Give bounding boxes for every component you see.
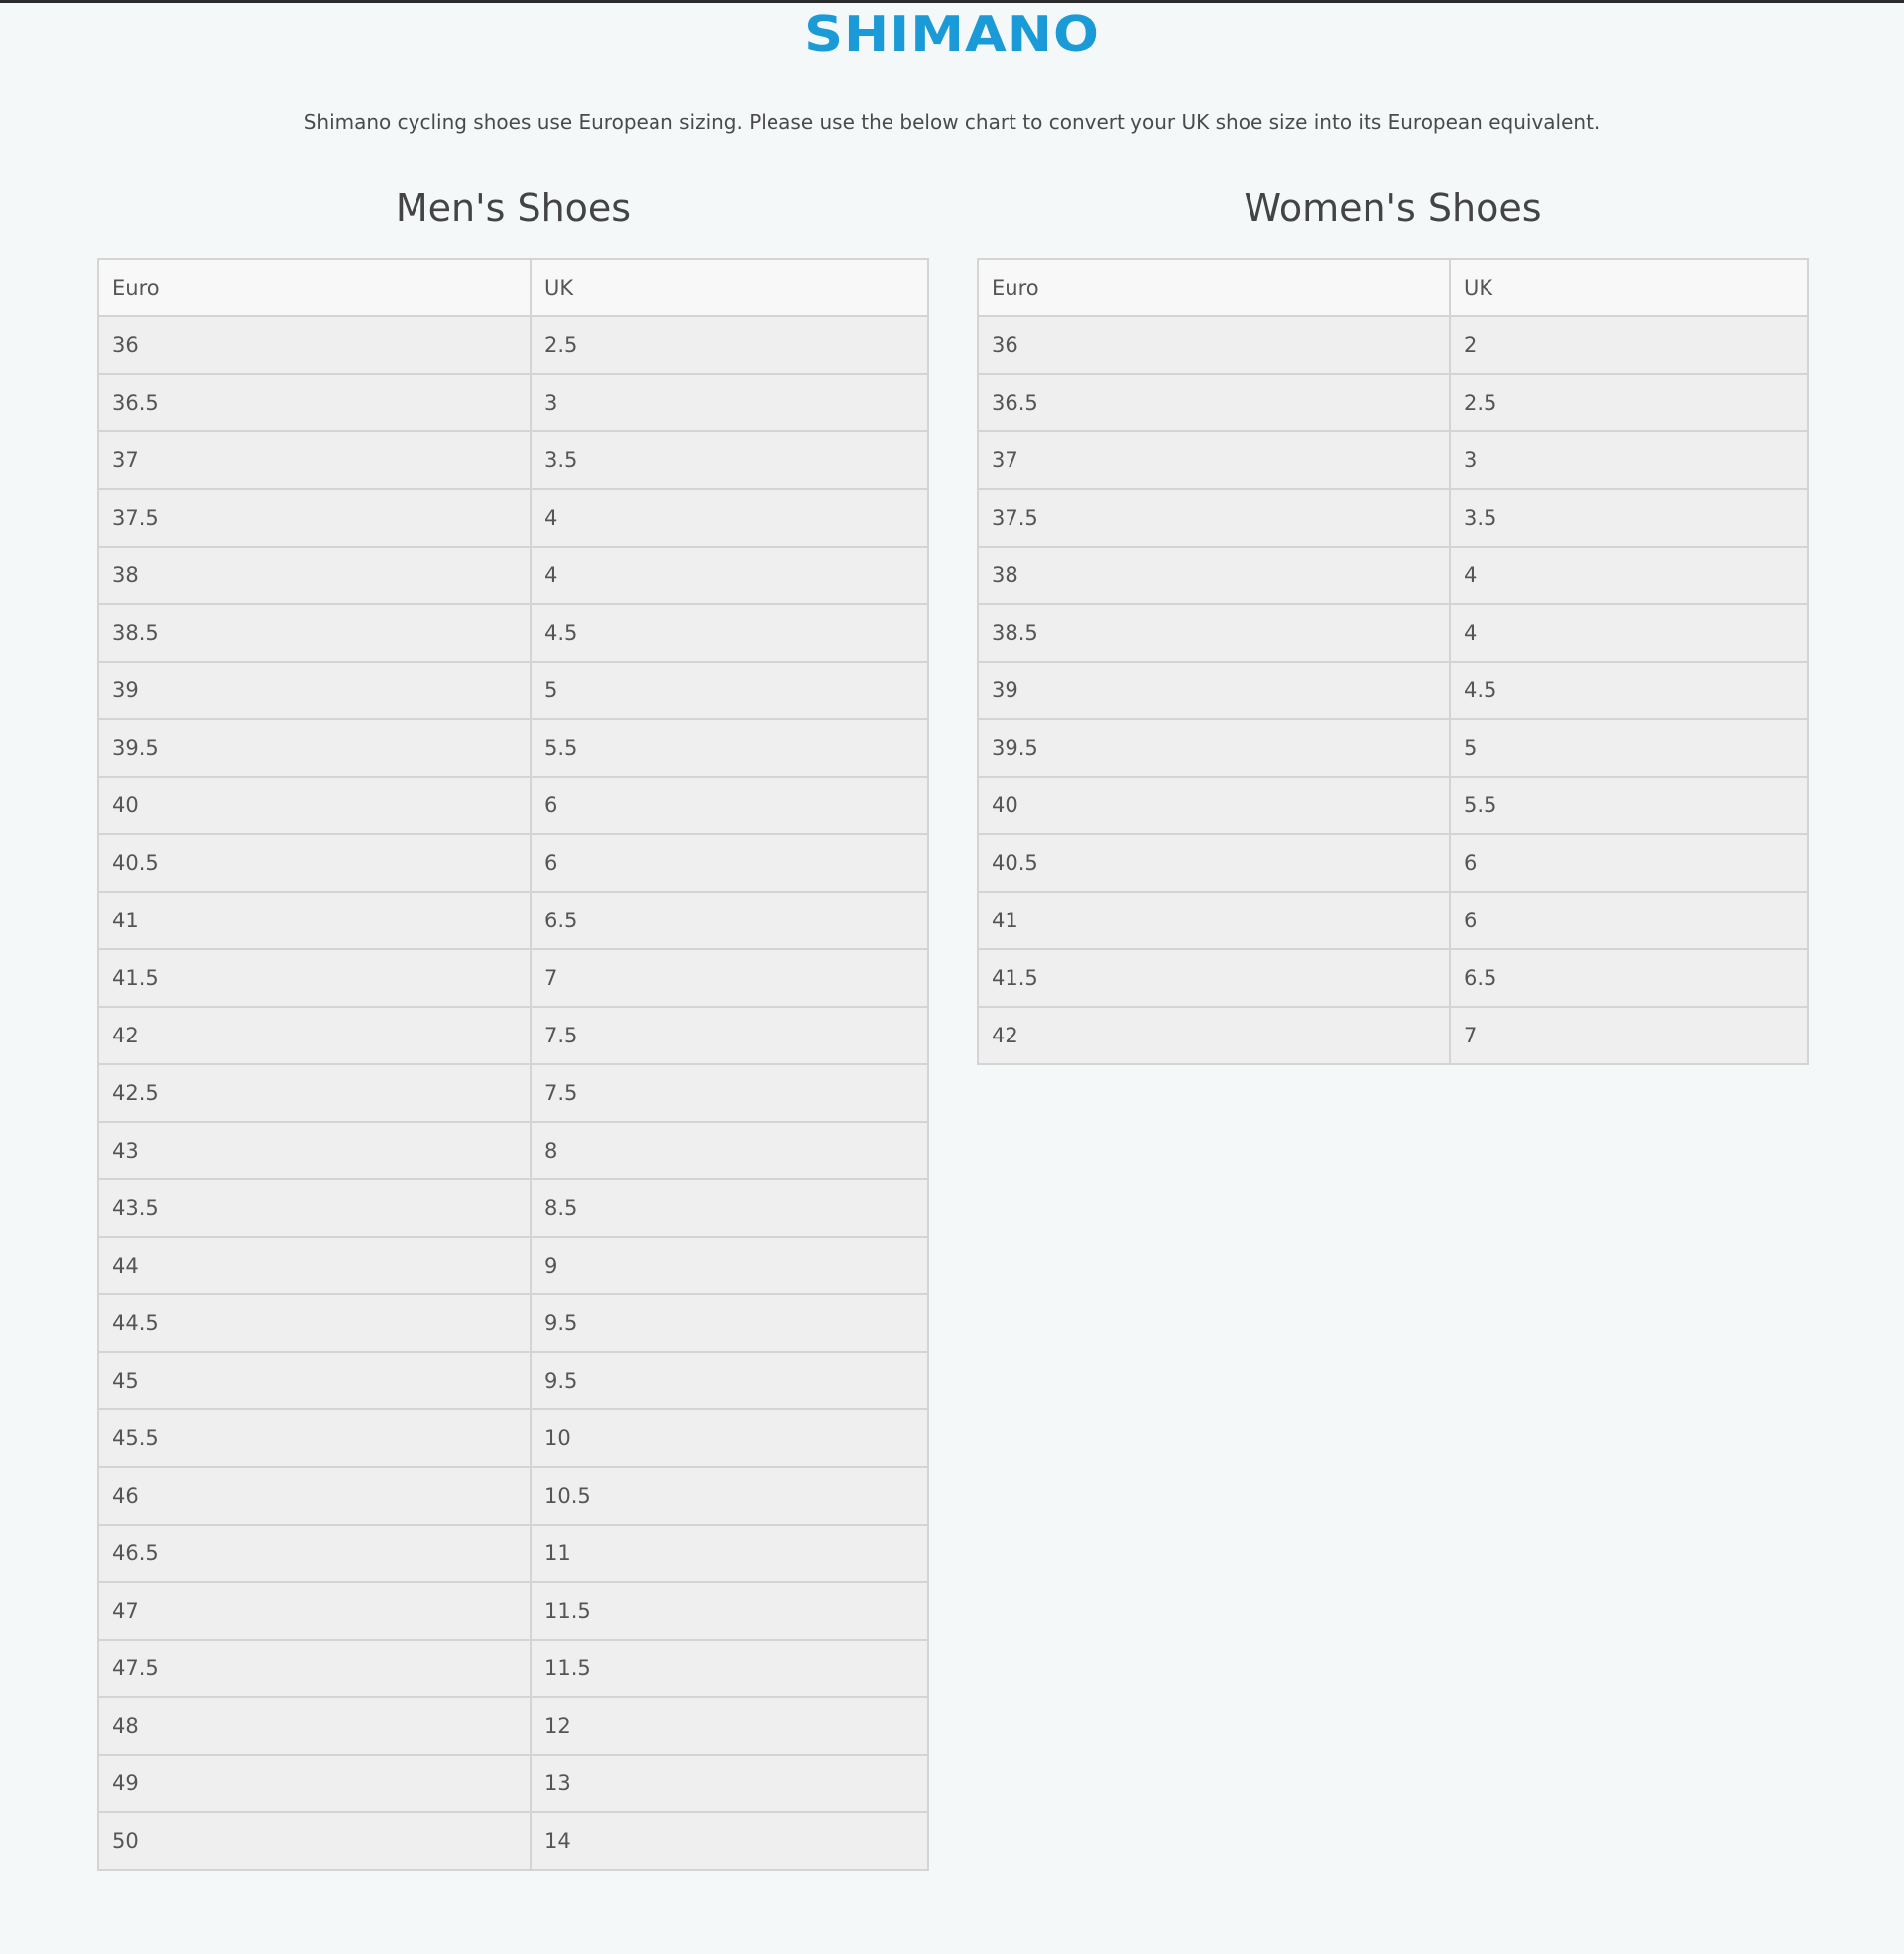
uk-size-cell: 14	[531, 1812, 928, 1870]
womens-size-table	[977, 258, 1809, 1065]
table-row	[98, 777, 928, 834]
table-row	[978, 834, 1808, 892]
uk-size-cell: 7.5	[531, 1007, 928, 1064]
table-row	[98, 1064, 928, 1122]
euro-column-header: Euro	[978, 259, 1450, 316]
uk-size-cell: 10.5	[531, 1467, 928, 1525]
uk-size-cell: 6.5	[1450, 949, 1808, 1007]
uk-size-cell: 5	[531, 662, 928, 719]
euro-size-cell: 39	[978, 662, 1450, 719]
table-row	[98, 1697, 928, 1755]
table-row	[98, 662, 928, 719]
euro-size-cell: 39.5	[978, 719, 1450, 777]
euro-size-cell: 46.5	[98, 1525, 531, 1582]
womens-title: Women's Shoes	[1244, 186, 1542, 230]
intro-text: Shimano cycling shoes use European sizing. Please use the below chart to convert your UK shoe size into its European equivalent.	[303, 110, 1601, 134]
table-header-row	[98, 259, 928, 316]
euro-size-cell: 41	[978, 892, 1450, 949]
shimano-logo[interactable]: SHIMANO	[804, 6, 1100, 62]
table-row	[98, 604, 928, 662]
table-row	[978, 316, 1808, 374]
uk-size-cell: 6	[531, 834, 928, 892]
uk-size-cell: 3.5	[531, 431, 928, 489]
uk-size-cell: 6.5	[531, 892, 928, 949]
euro-size-cell: 37.5	[978, 489, 1450, 547]
euro-size-cell: 41.5	[98, 949, 531, 1007]
euro-size-cell: 37	[98, 431, 531, 489]
uk-size-cell: 6	[1450, 834, 1808, 892]
euro-size-cell: 42	[978, 1007, 1450, 1064]
table-row	[98, 1582, 928, 1640]
euro-size-cell: 36	[978, 316, 1450, 374]
table-row	[98, 1812, 928, 1870]
table-row	[978, 374, 1808, 431]
euro-size-cell: 38.5	[978, 604, 1450, 662]
uk-size-cell: 5.5	[1450, 777, 1808, 834]
table-row	[98, 892, 928, 949]
table-row	[978, 949, 1808, 1007]
uk-size-cell: 11.5	[531, 1582, 928, 1640]
table-row	[978, 662, 1808, 719]
euro-size-cell: 45.5	[98, 1409, 531, 1467]
euro-size-cell: 48	[98, 1697, 531, 1755]
uk-size-cell: 3	[1450, 431, 1808, 489]
table-header-row	[978, 259, 1808, 316]
uk-column-header: UK	[1450, 259, 1808, 316]
table-row	[978, 604, 1808, 662]
uk-size-cell: 8	[531, 1122, 928, 1179]
table-row	[98, 834, 928, 892]
euro-size-cell: 45	[98, 1352, 531, 1409]
euro-size-cell: 43	[98, 1122, 531, 1179]
uk-size-cell: 6	[1450, 892, 1808, 949]
euro-size-cell: 38	[98, 547, 531, 604]
euro-size-cell: 44.5	[98, 1294, 531, 1352]
euro-size-cell: 49	[98, 1755, 531, 1812]
uk-size-cell: 9.5	[531, 1352, 928, 1409]
uk-size-cell: 11.5	[531, 1640, 928, 1697]
euro-size-cell: 41.5	[978, 949, 1450, 1007]
uk-size-cell: 9.5	[531, 1294, 928, 1352]
top-border	[0, 0, 1904, 3]
euro-size-cell: 47.5	[98, 1640, 531, 1697]
euro-size-cell: 36.5	[98, 374, 531, 431]
uk-size-cell: 2.5	[531, 316, 928, 374]
uk-size-cell: 5	[1450, 719, 1808, 777]
table-row	[98, 1409, 928, 1467]
uk-size-cell: 5.5	[531, 719, 928, 777]
uk-column-header: UK	[531, 259, 928, 316]
uk-size-cell: 4	[1450, 604, 1808, 662]
euro-size-cell: 38.5	[98, 604, 531, 662]
table-row	[98, 374, 928, 431]
table-row	[98, 1467, 928, 1525]
euro-size-cell: 43.5	[98, 1179, 531, 1237]
euro-size-cell: 47	[98, 1582, 531, 1640]
uk-size-cell: 6	[531, 777, 928, 834]
table-row	[98, 1525, 928, 1582]
table-row	[978, 431, 1808, 489]
euro-size-cell: 41	[98, 892, 531, 949]
uk-size-cell: 12	[531, 1697, 928, 1755]
uk-size-cell: 10	[531, 1409, 928, 1467]
uk-size-cell: 9	[531, 1237, 928, 1294]
table-row	[98, 1237, 928, 1294]
euro-size-cell: 40	[98, 777, 531, 834]
table-row	[978, 777, 1808, 834]
uk-size-cell: 13	[531, 1755, 928, 1812]
table-row	[98, 431, 928, 489]
table-row	[978, 547, 1808, 604]
euro-column-header: Euro	[98, 259, 531, 316]
euro-size-cell: 38	[978, 547, 1450, 604]
uk-size-cell: 7.5	[531, 1064, 928, 1122]
mens-size-panel	[97, 179, 929, 1871]
table-row	[978, 1007, 1808, 1064]
euro-size-cell: 37	[978, 431, 1450, 489]
euro-size-cell: 36	[98, 316, 531, 374]
euro-size-cell: 40.5	[978, 834, 1450, 892]
euro-size-cell: 46	[98, 1467, 531, 1525]
mens-title: Men's Shoes	[395, 186, 632, 230]
table-row	[98, 1007, 928, 1064]
euro-size-cell: 40	[978, 777, 1450, 834]
uk-size-cell: 2.5	[1450, 374, 1808, 431]
table-row	[98, 547, 928, 604]
uk-size-cell: 4.5	[1450, 662, 1808, 719]
uk-size-cell: 4	[531, 489, 928, 547]
euro-size-cell: 50	[98, 1812, 531, 1870]
table-row	[98, 719, 928, 777]
table-row	[98, 949, 928, 1007]
table-row	[978, 892, 1808, 949]
table-row	[98, 316, 928, 374]
uk-size-cell: 3.5	[1450, 489, 1808, 547]
uk-size-cell: 11	[531, 1525, 928, 1582]
euro-size-cell: 39	[98, 662, 531, 719]
table-row	[98, 1294, 928, 1352]
uk-size-cell: 8.5	[531, 1179, 928, 1237]
euro-size-cell: 40.5	[98, 834, 531, 892]
table-row	[978, 489, 1808, 547]
uk-size-cell: 4.5	[531, 604, 928, 662]
euro-size-cell: 44	[98, 1237, 531, 1294]
uk-size-cell: 7	[1450, 1007, 1808, 1064]
mens-size-table	[97, 258, 929, 1871]
euro-size-cell: 42.5	[98, 1064, 531, 1122]
table-row	[978, 719, 1808, 777]
euro-size-cell: 39.5	[98, 719, 531, 777]
uk-size-cell: 4	[1450, 547, 1808, 604]
uk-size-cell: 3	[531, 374, 928, 431]
table-row	[98, 1352, 928, 1409]
table-row	[98, 489, 928, 547]
uk-size-cell: 2	[1450, 316, 1808, 374]
uk-size-cell: 7	[531, 949, 928, 1007]
womens-size-panel	[977, 179, 1809, 1065]
table-row	[98, 1122, 928, 1179]
euro-size-cell: 42	[98, 1007, 531, 1064]
uk-size-cell: 4	[531, 547, 928, 604]
euro-size-cell: 36.5	[978, 374, 1450, 431]
table-row	[98, 1640, 928, 1697]
table-row	[98, 1755, 928, 1812]
euro-size-cell: 37.5	[98, 489, 531, 547]
table-row	[98, 1179, 928, 1237]
